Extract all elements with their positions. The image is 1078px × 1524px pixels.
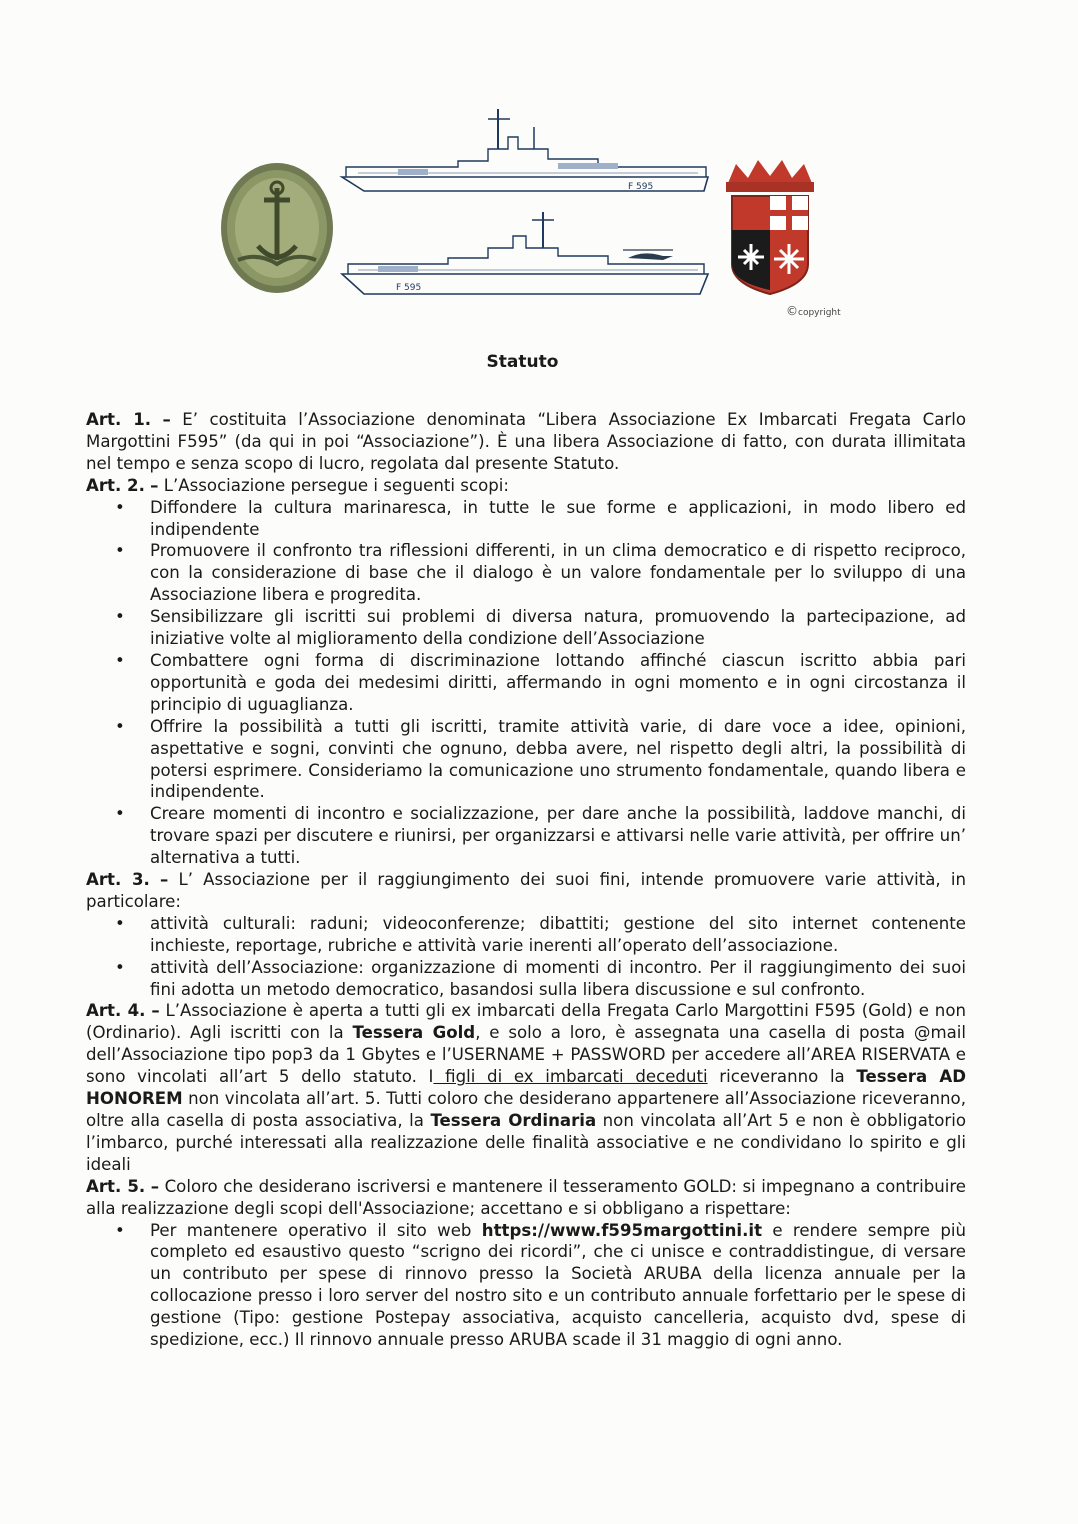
article-2-list [86, 497, 966, 869]
letterhead [0, 0, 1078, 330]
article-5-list [86, 1220, 966, 1351]
list-item: • attività dell’Associazione: organizzazione di momenti di incontro. Per il raggiungimento dei suoi fini adotta un metodo democratico, basandosi sulla libera discussione e sul confronto. [150, 957, 966, 1001]
frigate-drawing-top [338, 105, 713, 195]
article-text: L’ Associazione per il raggiungimento dei suoi fini, intende promuovere varie attività, in particolare: [86, 870, 967, 911]
list-item: • Creare momenti di incontro e socializzazione, per dare anche la possibilità, laddove manchi, di trovare spazi per discutere e riunirsi, per organizzarsi e attivarsi nelle varie attività, per offrire un’ alternativa a tutti. [150, 803, 966, 869]
article-3: Art. 3. – L’ Associazione per il raggiungimento dei suoi fini, intende promuovere varie attività, in particolare: [86, 870, 967, 911]
article-label: Art. 3. [86, 870, 150, 890]
website-url: https://www.f595margottini.it [481, 1220, 763, 1240]
list-item: • Promuovere il confronto tra riflessioni differenti, in un clima democratico e di rispetto reciproco, con la considerazione di base che il dialogo è un valore fondamentale per lo sviluppo di una Associazione libera e progredita. [150, 540, 966, 606]
list-item: • Diffondere la cultura marinaresca, in tutte le sue forme e applicazioni, in modo libero ed indipendente [150, 497, 966, 541]
article-text: E’ costituita l’Associazione denominata “Libera Associazione Ex Imbarcati Fregata Carlo Margottini F595” (da qui in poi “Associazione”). È una libera Associazione di fatto, con durata illimitata nel tempo e senza scopo di lucro, regolata dal presente Statuto. [86, 410, 966, 473]
article-text: Coloro che desiderano iscriversi e mantenere il tesseramento GOLD: si impegnano a contribuire alla realizzazione degli scopi dell'Associazione; accettano e si obbligano a rispettare: [86, 1176, 967, 1218]
article-2: Art. 2. – L’Associazione persegue i seguenti scopi: [86, 475, 509, 495]
article-label: Art. 1. [86, 410, 152, 429]
article-label: Art. 2. [86, 475, 145, 495]
article-1: Art. 1. – E’ costituita l’Associazione denominata “Libera Associazione Ex Imbarcati Fregata Carlo Margottini F595” (da qui in poi “Associazione”). È una libera Associazione di fatto, con durata illimitata nel tempo e senza scopo di lucro, regolata dal presente Statuto. [86, 410, 966, 473]
ship-bottom-label: F 595 [396, 283, 422, 293]
list-item: • Offrire la possibilità a tutti gli iscritti, tramite attività varie, di dare voce a idee, opinioni, aspettative e sogni, convinti che ognuno, debba avere, nel rispetto degli altri, la possibilità di potersi esprimere. Consideriamo la comunicazione uno strumento fondamentale, quando libera e indipendente. [150, 716, 966, 804]
article-5: Art. 5. – Coloro che desiderano iscriversi e mantenere il tesseramento GOLD: si impegnano a contribuire alla realizzazione degli scopi dell'Associazione; accettano e si obbligano a rispettare: [86, 1176, 967, 1218]
article-3-list [86, 913, 966, 1001]
underlined-phrase: figli di ex imbarcati deceduti [433, 1067, 708, 1087]
article-text: L’Associazione persegue i seguenti scopi: [163, 475, 509, 495]
copyright-mark: ©copyright [786, 304, 841, 318]
list-item: • Combattere ogni forma di discriminazione lottando affinché ciascun iscritto abbia pari opportunità e goda dei medesimi diritti, affermando in ogni momento e in ogni circostanza il principio di uguaglianza. [150, 650, 966, 716]
article-4: Art. 4. – L’Associazione è aperta a tutti gli ex imbarcati della Fregata Carlo Margottini F595 (Gold) e non (Ordinario). Agli iscritti con la Tessera Gold, e solo a loro, è assegnata una casella di posta @mail dell’Associazione tipo pop3 da 1 Gbytes e l’USERNAME + PASSWORD per accedere all’AREA RISERVATA e sono vincolati all’art 5 dello statuto. I figli di ex imbarcati deceduti riceveranno la Tessera AD HONOREM non vincolata all’art. 5. Tutti coloro che desiderano appartenere all’Associazione riceveranno, oltre alla casella di posta associativa, la Tessera Ordinaria non vincolata all’Art 5 e non è obbligatorio l’imbarco, purché interessati alla realizzazione delle finalità associative e ne condividano lo spirito e gli ideali [86, 1001, 966, 1174]
article-label: Art. 4. [86, 1001, 146, 1021]
list-item: • Per mantenere operativo il sito web https://www.f595margottini.it e rendere sempre più completo ed esaustivo questo “scrigno dei ricordi”, che ci unisce e contraddistingue, di versare un contributo per spese di rinnovo presso la Società ARUBA della licenza annuale per la collocazione presso i loro server del nostro sito e un contributo annuale forfettario per le spese di gestione (Tipo: gestione Postepay associativa, acquisto cancelleria, acquisto dvd, spese di spedizione, ecc.) Il rinnovo annuale presso ARUBA scade il 31 maggio di ogni anno. [150, 1220, 966, 1351]
tessera-ad-honorem: Tessera AD HONOREM [86, 1067, 966, 1109]
tessera-ordinaria: Tessera Ordinaria [430, 1111, 597, 1130]
page-title: Statuto [486, 352, 559, 372]
article-label: Art. 5. [86, 1176, 146, 1196]
list-item: • Sensibilizzare gli iscritti sui problemi di diversa natura, promuovendo la partecipazione, ad iniziative volte al miglioramento della condizione dell’Associazione [150, 606, 966, 650]
association-emblem [218, 160, 336, 296]
ship-top-label: F 595 [628, 182, 654, 192]
frigate-drawing-bottom [338, 210, 713, 300]
statute-body [86, 409, 966, 1351]
tessera-gold: Tessera Gold [352, 1023, 476, 1043]
list-item: • attività culturali: raduni; videoconferenze; dibattiti; gestione del sito internet contenente inchieste, reportage, rubriche e attività varie inerenti all’operato dell’associazione. [150, 913, 966, 957]
naval-coat-of-arms [722, 158, 818, 296]
